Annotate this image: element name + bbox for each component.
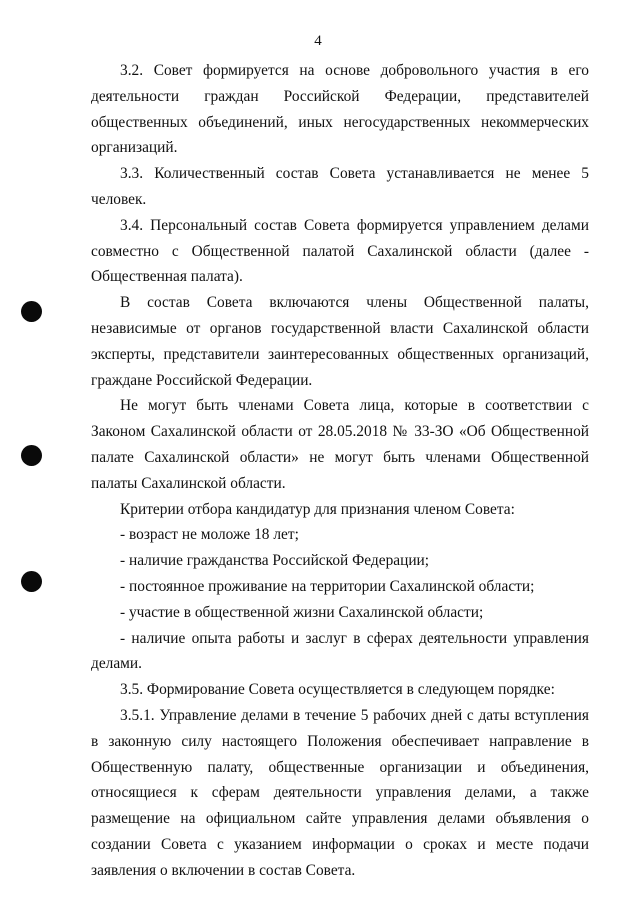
paragraph-3-3: 3.3. Количественный состав Совета устанавливается не менее 5 человек. xyxy=(91,165,589,208)
criteria-item-age: - возраст не моложе 18 лет; xyxy=(120,526,299,544)
paragraph-members: В состав Совета включаются члены Общественной палаты, независимые от органов государственной власти Сахалинской области эксперты, представители заинтересованных общественных организаций, граждане Российской Федерации. xyxy=(91,294,589,389)
paragraph-exclusions: Не могут быть членами Совета лица, которые в соответствии с Законом Сахалинской области от 28.05.2018 № 33-ЗО «Об Общественной палате Сахалинской области» не могут быть членами Общественной палаты Сахалинской области. xyxy=(91,397,589,492)
paragraph-3-4: 3.4. Персональный состав Совета формируется управлением делами совместно с Общественной палатой Сахалинской области (далее - Общественная палата). xyxy=(91,216,589,286)
punch-hole xyxy=(21,571,42,592)
paragraph-3-2: 3.2. Совет формируется на основе добровольного участия в его деятельности граждан Российской Федерации, представителей общественных объединений, иных негосударственных некоммерческих организаций. xyxy=(91,62,589,157)
criteria-item-public-life: - участие в общественной жизни Сахалинской области; xyxy=(120,603,484,621)
page-number: 4 xyxy=(314,33,322,49)
paragraph-3-5-1: 3.5.1. Управление делами в течение 5 рабочих дней с даты вступления в законную силу настоящего Положения обеспечивает направление в Общественную палату, общественные организации и объединения, относящиеся к сферам деятельности управления делами, а также размещение на официальном сайте управления делами объявления о создании Совета с указанием информации о сроках и месте подачи заявления о включении в состав Совета. xyxy=(91,706,589,879)
criteria-item-citizenship: - наличие гражданства Российской Федерации; xyxy=(120,552,430,570)
criteria-item-experience: - наличие опыта работы и заслуг в сферах деятельности управления делами. xyxy=(91,629,589,673)
punch-hole xyxy=(21,445,42,466)
document-body xyxy=(91,58,589,884)
paragraph-3-5: 3.5. Формирование Совета осуществляется в следующем порядке: xyxy=(120,681,555,699)
criteria-item-residence: - постоянное проживание на территории Сахалинской области; xyxy=(120,577,535,595)
punch-hole xyxy=(21,301,42,322)
paragraph-criteria-heading: Критерии отбора кандидатур для признания членом Совета: xyxy=(120,500,515,518)
